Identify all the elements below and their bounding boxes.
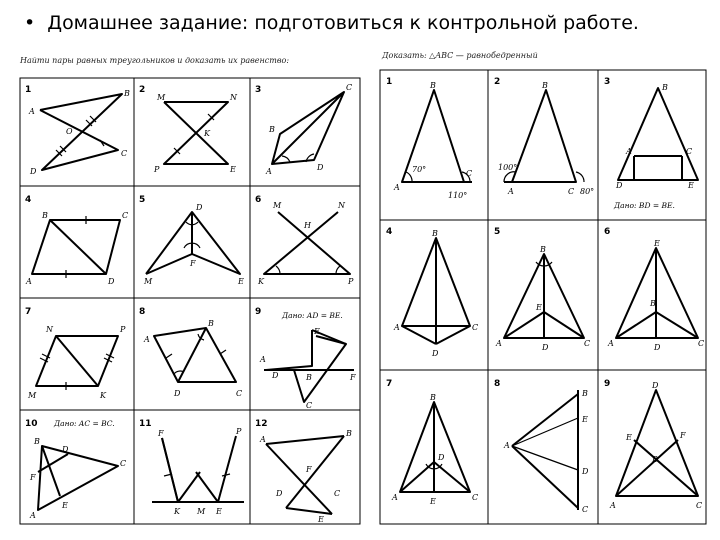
slide-title — [24, 12, 639, 34]
svg-text:P: P — [348, 277, 354, 286]
svg-text:B: B — [42, 211, 48, 220]
svg-text:C: C — [582, 505, 589, 514]
svg-text:K: K — [204, 129, 210, 138]
svg-text:F: F — [350, 373, 356, 382]
svg-text:K: K — [174, 507, 180, 516]
right-figure-5 — [494, 227, 590, 352]
svg-text:E: E — [216, 507, 222, 516]
right-figure-3 — [604, 77, 698, 210]
cell-number: 7 — [25, 307, 32, 317]
svg-text:C: C — [472, 493, 479, 502]
cell-number: 1 — [386, 77, 393, 87]
svg-text:C: C — [686, 147, 693, 156]
left-figure-3 — [255, 83, 352, 176]
svg-text:A: A — [626, 147, 632, 156]
left-sheet-header: Найти пары равных треугольников и доказать их равенство: — [20, 56, 290, 65]
right-figure-2 — [494, 77, 594, 196]
svg-text:F: F — [190, 259, 196, 268]
right-sheet-header: Доказать: △ABC — равнобедренный — [382, 51, 538, 60]
svg-text:A: A — [504, 441, 510, 450]
svg-text:D: D — [276, 489, 283, 498]
left-figure-5 — [139, 195, 244, 286]
svg-text:C: C — [122, 211, 129, 220]
svg-text:100°: 100° — [498, 163, 518, 172]
left-figure-4 — [25, 195, 128, 286]
left-figure-10 — [25, 419, 126, 520]
svg-text:C: C — [334, 489, 341, 498]
svg-text:D: D — [438, 453, 445, 462]
svg-text:70°: 70° — [412, 165, 427, 174]
svg-text:D: D — [616, 181, 623, 190]
left-figure-12 — [255, 419, 352, 524]
cell-number: 3 — [255, 85, 262, 95]
svg-text:F: F — [306, 465, 312, 474]
svg-text:B: B — [306, 373, 312, 382]
svg-text:D: D — [317, 163, 324, 172]
bullet: • — [24, 12, 36, 34]
left-worksheet — [14, 52, 364, 526]
svg-text:E: E — [654, 239, 660, 248]
left-figure-8 — [139, 307, 242, 398]
svg-text:B: B — [650, 299, 656, 308]
svg-text:D: D — [542, 343, 549, 352]
svg-text:D: D — [196, 203, 203, 212]
svg-text:K: K — [258, 277, 264, 286]
cell-number: 4 — [386, 227, 393, 237]
svg-text:K: K — [100, 391, 106, 400]
given-condition: Дано: AC = BC. — [54, 419, 115, 428]
cell-number: 9 — [255, 307, 262, 317]
left-grid — [20, 78, 360, 524]
right-figure-6 — [604, 227, 704, 352]
svg-text:F: F — [158, 429, 164, 438]
svg-text:E: E — [238, 277, 244, 286]
svg-text:A: A — [394, 183, 400, 192]
svg-text:E: E — [536, 303, 542, 312]
svg-text:E: E — [626, 433, 632, 442]
cell-number: 5 — [494, 227, 501, 237]
svg-text:M: M — [144, 277, 153, 286]
svg-text:B: B — [652, 455, 658, 464]
svg-text:E: E — [430, 497, 436, 506]
svg-text:D: D — [108, 277, 115, 286]
left-figure-1 — [25, 85, 130, 176]
svg-text:N: N — [338, 201, 345, 210]
svg-text:D: D — [582, 467, 589, 476]
svg-text:F: F — [680, 431, 686, 440]
svg-text:80°: 80° — [580, 187, 595, 196]
cell-number: 5 — [139, 195, 146, 205]
svg-text:D: D — [432, 349, 439, 358]
svg-text:C: C — [472, 323, 479, 332]
svg-text:A: A — [29, 107, 35, 116]
svg-text:N: N — [46, 325, 53, 334]
right-figures — [372, 48, 710, 526]
svg-text:B: B — [540, 245, 546, 254]
right-figure-1 — [386, 77, 472, 200]
cell-number: 6 — [255, 195, 262, 205]
svg-text:B: B — [208, 319, 214, 328]
svg-text:C: C — [346, 83, 353, 92]
svg-text:C: C — [120, 459, 127, 468]
svg-text:110°: 110° — [448, 191, 468, 200]
right-figure-9 — [604, 379, 702, 510]
svg-text:M: M — [157, 93, 166, 102]
svg-text:D: D — [30, 167, 37, 176]
right-worksheet — [372, 48, 710, 526]
svg-text:C: C — [466, 169, 473, 178]
right-figure-8 — [494, 379, 589, 514]
cell-number: 6 — [604, 227, 611, 237]
svg-text:B: B — [582, 389, 588, 398]
svg-text:C: C — [121, 149, 128, 158]
svg-text:C: C — [306, 401, 313, 410]
right-figure-7 — [386, 379, 478, 506]
svg-text:B: B — [430, 81, 436, 90]
cell-number: 8 — [139, 307, 146, 317]
svg-text:B: B — [346, 429, 352, 438]
cell-number: 3 — [604, 77, 611, 87]
svg-text:D: D — [272, 371, 279, 380]
svg-text:B: B — [430, 393, 436, 402]
svg-text:A: A — [266, 167, 272, 176]
left-figure-6 — [255, 195, 354, 286]
svg-text:B: B — [432, 229, 438, 238]
left-figure-2 — [139, 85, 238, 174]
cell-number: 2 — [494, 77, 501, 87]
svg-text:D: D — [654, 343, 661, 352]
svg-text:A: A — [608, 339, 614, 348]
right-figure-4 — [386, 227, 478, 358]
cell-number: 1 — [25, 85, 32, 95]
cell-number: 12 — [255, 419, 268, 429]
svg-text:D: D — [62, 445, 69, 454]
svg-text:B: B — [34, 437, 40, 446]
svg-text:A: A — [496, 339, 502, 348]
svg-text:C: C — [696, 501, 703, 510]
cell-number: 7 — [386, 379, 393, 389]
svg-text:M: M — [197, 507, 206, 516]
svg-text:A: A — [144, 335, 150, 344]
svg-text:D: D — [174, 389, 181, 398]
svg-text:M: M — [273, 201, 282, 210]
svg-text:C: C — [698, 339, 705, 348]
svg-text:O: O — [66, 127, 73, 136]
svg-text:A: A — [610, 501, 616, 510]
svg-text:P: P — [120, 325, 126, 334]
left-figure-7 — [25, 307, 126, 400]
svg-text:B: B — [542, 81, 548, 90]
svg-text:C: C — [236, 389, 243, 398]
cell-number: 8 — [494, 379, 501, 389]
svg-text:A: A — [392, 493, 398, 502]
svg-text:E: E — [230, 165, 236, 174]
cell-number: 9 — [604, 379, 611, 389]
title-text: Домашнее задание: подготовиться к контрольной работе. — [47, 12, 639, 34]
svg-text:F: F — [30, 473, 36, 482]
left-figures — [14, 52, 364, 526]
svg-text:D: D — [652, 381, 659, 390]
svg-text:P: P — [236, 427, 242, 436]
svg-text:C: C — [584, 339, 591, 348]
cell-number: 2 — [139, 85, 146, 95]
left-figure-11 — [139, 419, 244, 516]
svg-text:B: B — [124, 89, 130, 98]
svg-text:A: A — [26, 277, 32, 286]
given-condition: Дано: BD = BE. — [614, 201, 675, 210]
svg-text:A: A — [394, 323, 400, 332]
cell-number: 11 — [139, 419, 152, 429]
svg-text:E: E — [688, 181, 694, 190]
svg-text:A: A — [260, 435, 266, 444]
svg-text:E: E — [314, 327, 320, 336]
given-condition: Дано: AD = BE. — [282, 311, 343, 320]
left-figure-9 — [255, 307, 356, 410]
svg-text:E: E — [62, 501, 68, 510]
svg-text:P: P — [154, 165, 160, 174]
cell-number: 10 — [25, 419, 38, 429]
svg-text:E: E — [318, 515, 324, 524]
svg-text:M: M — [28, 391, 37, 400]
svg-text:N: N — [230, 93, 237, 102]
svg-text:C: C — [568, 187, 575, 196]
svg-text:A: A — [260, 355, 266, 364]
svg-text:A: A — [30, 511, 36, 520]
svg-text:A: A — [508, 187, 514, 196]
svg-text:B: B — [269, 125, 275, 134]
svg-text:B: B — [662, 83, 668, 92]
svg-text:E: E — [582, 415, 588, 424]
cell-number: 4 — [25, 195, 32, 205]
svg-text:H: H — [304, 221, 311, 230]
